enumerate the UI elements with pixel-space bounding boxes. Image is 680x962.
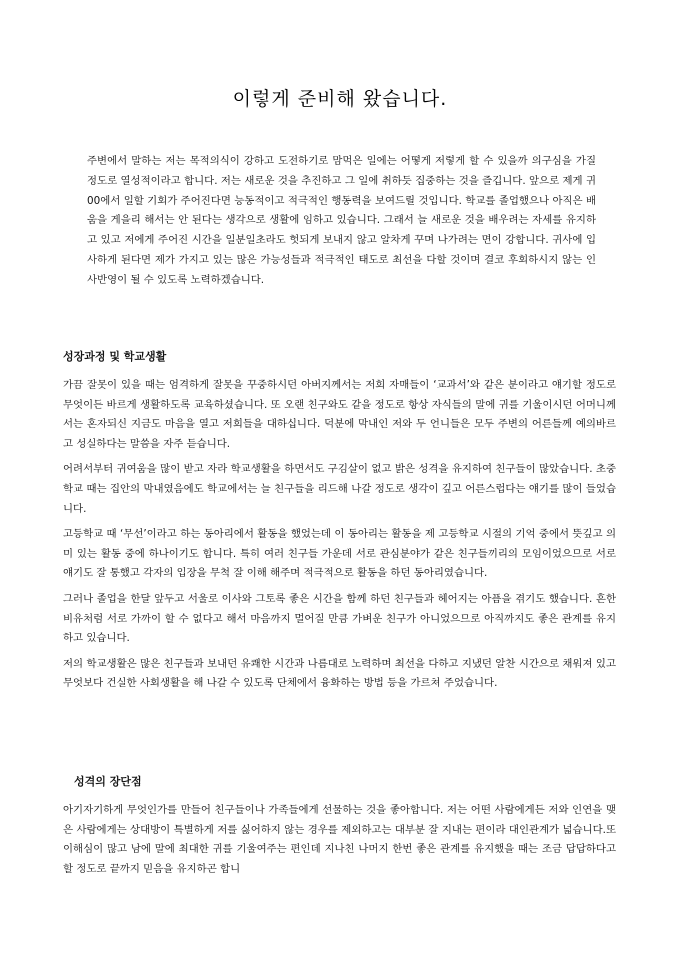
growth-paragraph: 가끔 잘못이 있을 때는 엄격하게 잘못을 꾸중하시던 아버지께서는 저희 자매들이 ‘교과서’와 같은 분이라고 얘기할 정도로 무엇이든 바르게 생활하도록 교육하셨습니다. 또 오랜 친구와도 같을 정도로 항상 자식들의 말에 귀를 기울이시던 어머니께서는 혼자되신 지금도 마음을 열고 저희들을 대하십니다. 덕분에 막내인 저와 두 언니들은 모두 주변의 어른들께 예의바르고 성실하다는 말씀을 자주 듣습니다. [63, 379, 616, 450]
growth-paragraph: 저의 학교생활은 많은 친구들과 보내던 유쾌한 시간과 나름대로 노력하며 최선을 다하고 지냈던 알찬 시간으로 채워져 있고 무엇보다 건실한 사회생활을 해 나갈 수 있도록 단체에서 융화하는 방법 등을 가르쳐 주었습니다. [63, 657, 616, 690]
growth-paragraph: 고등학교 때 ‘무선’이라고 하는 동아리에서 활동을 했었는데 이 동아리는 활동을 제 고등학교 시절의 기억 중에서 뜻깊고 의미 있는 활동 중에 하나이기도 합니다. 특히 여러 친구들 가운데 서로 관심분야가 같은 친구들끼리의 모임이었으므로 서로 얘기도 잘 통했고 각자의 입장을 무척 잘 이해 해주며 적극적으로 활동을 하던 동아리였습니다. [63, 528, 616, 580]
growth-paragraph: 그러나 졸업을 한달 앞두고 서울로 이사와 그토록 좋은 시간을 함께 하던 친구들과 헤어지는 아픔을 겪기도 했습니다. 흔한 비유처럼 서로 가까이 할 수 없다고 해서 마음까지 멀어질 만큼 가벼운 친구가 아니었으므로 아직까지도 좋은 관계를 유지하고 있습니다. [63, 592, 616, 645]
growth-paragraph: 어려서부터 귀여움을 많이 받고 자라 학교생활을 하면서도 구김살이 없고 밝은 성격을 유지하여 친구들이 많았습니다. 초중학교 때는 집안의 막내였음에도 학교에서는 늘 친구들을 리드해 나갈 정도로 생각이 깊고 어른스럽다는 얘기를 많이 들었습니다. [63, 463, 616, 515]
section-heading-growth: 성장과정 및 학교생활 [63, 350, 167, 363]
section-growth-body [63, 376, 616, 700]
intro-paragraph: 주변에서 말하는 저는 목적의식이 강하고 도전하기로 맘먹은 일에는 어떻게 저렇게 할 수 있을까 의구심을 가질 정도로 열성적이라고 합니다. 저는 새로운 것을 추진하고 그 일에 취하듯 집중하는 것을 즐깁니다. 앞으로 제게 귀00에서 일할 기회가 주어진다면 능동적이고 적극적인 행동력을 보여드릴 것입니다. 학교를 졸업했으나 아직은 배움을 게을리 해서는 안 된다는 생각으로 생활에 임하고 있습니다. 그래서 늘 새로운 것을 배우려는 자세를 유지하고 있고 저에게 주어진 시간을 일분일초라도 헛되게 보내지 않고 알차게 꾸며 나가려는 면이 강합니다. 귀사에 입사하게 된다면 제가 가지고 있는 많은 가능성들과 적극적인 태도로 최선을 다할 것이며 결코 후회하시지 않는 인사반영이 될 수 있도록 노력하겠습니다. [87, 155, 596, 286]
section-personality-body [63, 801, 616, 885]
personality-paragraph: 아기자기하게 무엇인가를 만들어 친구들이나 가족들에게 선물하는 것을 좋아합니다. 저는 어떤 사람에게든 저와 인연을 맺은 사람에게는 상대방이 특별하게 저를 싫어하지 않는 경우를 제외하고는 대부분 잘 지내는 편이라 대인관계가 넓습니다.또 이해심이 많고 남에 말에 최대한 귀를 기울여주는 편인데 지나친 나머지 한번 좋은 관계를 유지했을 때는 조금 답답하다고 할 정도로 끝까지 믿음을 유지하곤 합니 [63, 804, 616, 875]
section-heading-personality: 성격의 장단점 [74, 775, 142, 788]
page-title: 이렇게 준비해 왔습니다. [232, 88, 448, 110]
